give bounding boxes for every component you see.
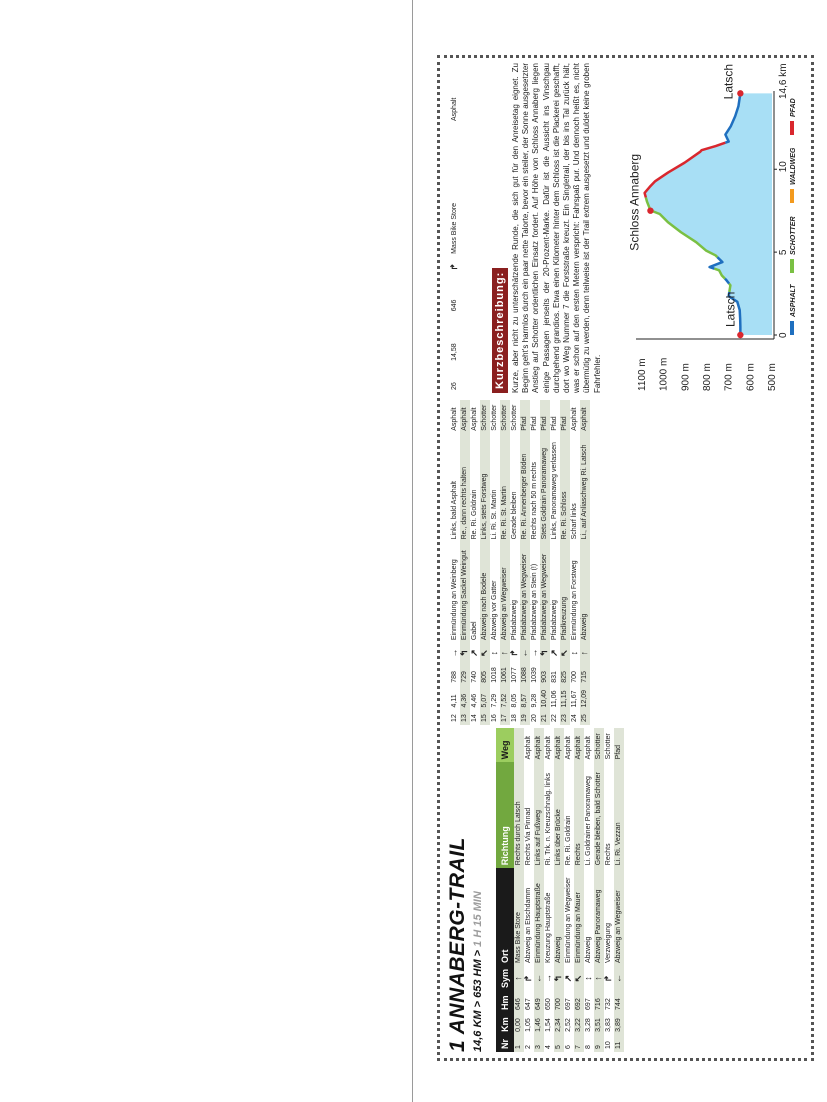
cell-nr: 16 xyxy=(491,714,498,722)
cell-nr: 24 xyxy=(571,714,578,722)
cell-ort: Pfadabzweig xyxy=(511,599,518,641)
legend-swatch-schotter xyxy=(790,259,794,273)
cell-ort: Einmündung Sackel Weingut xyxy=(460,542,470,643)
cell-km: 14,58 xyxy=(451,343,458,361)
table-row xyxy=(530,400,540,725)
direction-arrow-icon: ↱ xyxy=(523,974,533,983)
direction-arrow-icon: ↱ xyxy=(449,263,459,271)
cell-sym xyxy=(580,643,590,663)
cell-weg: Asphalt xyxy=(545,736,552,760)
cell-weg: Asphalt xyxy=(451,97,458,122)
x-tick-label: 5 xyxy=(778,249,789,256)
cell-weg: Schotter xyxy=(594,728,604,762)
cell-nr: 26 xyxy=(451,382,458,390)
legend-label-schotter: SCHOTTER xyxy=(790,216,797,255)
cell-ort: Einmündung an Wegweiser xyxy=(565,877,572,964)
cell-richtung: Links über Brücke xyxy=(554,762,564,868)
cell-weg: Schotter xyxy=(480,400,490,434)
cell-km: 2,34 xyxy=(554,1013,564,1035)
cell-richtung: Rechts durch Latsch xyxy=(514,762,524,868)
table-row xyxy=(604,728,614,1052)
table-row xyxy=(480,400,490,725)
cell-nr: 22 xyxy=(551,714,558,722)
rotated-content xyxy=(440,58,811,1058)
cell-weg: Asphalt xyxy=(571,407,578,431)
y-tick-label: 600 m xyxy=(745,363,757,391)
cell-ort: Abzweig xyxy=(585,936,592,964)
description-text: Kurze, aber nicht zu unterschätzende Runde, die sich gut für den Anreisetag eignet. Zu Beginn geht's harmlos durch ein paar nette Talorte, bevor ein steiler, der Sonne ausgesetzter Anstieg auf Schotter ordentlichen Einsatz fordert. Auf Höhe von Schloss Annaberg liegen einige Passagen jenseits der 20-Prozent-Marke. Dafür ist die Aussicht ins Vinschgau durchgehend grandios. Etwa einen Kilometer hinter dem Schloss ist die Plackerei geschafft, dort wo Weg Nummer 7 die Forststraße kreuzt. Ein Singletrail, der bis ins Tal zurück hält, was er schon auf den ersten Metern verspricht: Fahrspaß pur. Und dennoch heißt es, nicht übermütig zu werden, denn teilweise ist der Trail extrem ausgesetzt und duldet keine groben Fahrfehler. xyxy=(511,63,602,393)
cell-hm: 903 xyxy=(540,663,550,686)
direction-arrow-icon: ↱ xyxy=(509,649,519,657)
cell-richtung: Links, bald Asphalt xyxy=(451,481,458,540)
y-tick-label: 500 m xyxy=(767,363,778,391)
cell-richtung: Rechts xyxy=(574,762,584,868)
cell-nr: 10 xyxy=(605,1041,612,1049)
description-heading: Kurzbeschreibung: xyxy=(492,268,508,393)
profile-area xyxy=(645,93,772,335)
cell-hm: 1077 xyxy=(511,667,518,683)
col-ort: Ort xyxy=(496,868,514,966)
cell-km: 9,28 xyxy=(531,693,538,708)
cell-km: 7,52 xyxy=(500,686,510,711)
table-row xyxy=(450,62,460,393)
cell-hm: 716 xyxy=(594,991,604,1013)
cell-richtung xyxy=(450,124,460,137)
direction-arrow-icon: ← xyxy=(519,648,529,658)
col-sym: Sym xyxy=(496,966,514,991)
cell-richtung: Re. Ri. Annenberger Böden xyxy=(520,434,530,543)
table-row xyxy=(524,728,534,1052)
direction-arrow-icon: ← xyxy=(533,974,543,984)
cell-richtung: Rechts nach 50 m rechts xyxy=(531,461,538,540)
profile-marker xyxy=(647,207,653,213)
cell-weg: Schotter xyxy=(500,400,510,434)
direction-arrow-icon: ↗ xyxy=(469,649,479,657)
cell-nr: 20 xyxy=(531,714,538,722)
waypoint-table-3 xyxy=(450,62,460,393)
cell-ort: Pfadkreuzung xyxy=(560,542,570,643)
cell-km: 3,89 xyxy=(614,1013,624,1035)
cell-km: 3,51 xyxy=(594,1013,604,1035)
table-header-row xyxy=(496,728,514,1052)
cell-nr: 25 xyxy=(580,711,590,726)
trail-stats: 14,6 KM > 653 HM > xyxy=(472,949,484,1052)
table-row xyxy=(450,400,460,725)
cell-hm: 650 xyxy=(545,998,552,1010)
legend-swatch-asphalt xyxy=(790,321,794,335)
cell-hm: 729 xyxy=(460,663,470,686)
cell-km: 4,11 xyxy=(451,694,458,708)
cell-hm: 646 xyxy=(514,991,524,1013)
cell-weg: Pfad xyxy=(540,400,550,434)
cell-km: 2,52 xyxy=(565,1018,572,1032)
cell-weg: Asphalt xyxy=(554,728,564,762)
cell-hm: 697 xyxy=(585,998,592,1010)
cell-richtung: Links, Panoramaweg verlassen xyxy=(551,442,558,540)
y-tick-label: 800 m xyxy=(702,363,713,391)
table-row xyxy=(520,400,530,725)
cell-ort: Pfadabzweig an Wegweiser xyxy=(540,542,550,643)
cell-weg: Asphalt xyxy=(451,407,458,431)
cell-km: 11,67 xyxy=(571,690,578,708)
cell-richtung: Re., dann rechts halten xyxy=(460,434,470,543)
cell-weg: Pfad xyxy=(531,416,538,431)
direction-arrow-icon: ↕ xyxy=(489,650,499,656)
cell-nr: 8 xyxy=(585,1045,592,1049)
cell-hm: 715 xyxy=(580,663,590,686)
cell-richtung: Ri. Trk. n. Kreuzschnalg. links xyxy=(545,773,552,866)
cell-weg: Schotter xyxy=(511,404,518,431)
table-row xyxy=(544,728,554,1052)
cell-km: 1,46 xyxy=(534,1013,544,1035)
cell-hm: 1061 xyxy=(500,663,510,686)
cell-hm: 805 xyxy=(480,663,490,686)
cell-weg: Asphalt xyxy=(525,736,532,760)
table-row xyxy=(584,728,594,1052)
cell-nr: 23 xyxy=(560,711,570,726)
table-row xyxy=(574,728,584,1052)
cell-hm: 700 xyxy=(571,671,578,683)
cell-ort: Abzweig nach Bodele xyxy=(480,542,490,643)
col-weg: Weg xyxy=(496,728,514,762)
cell-weg: Asphalt xyxy=(580,400,590,434)
cell-hm: 740 xyxy=(471,671,478,683)
cell-hm: 744 xyxy=(614,991,624,1013)
cell-km: 10,40 xyxy=(540,686,550,711)
table-row xyxy=(534,728,544,1052)
cell-nr: 2 xyxy=(525,1045,532,1049)
description-block xyxy=(490,63,603,393)
cell-nr: 13 xyxy=(460,711,470,726)
table-row xyxy=(580,400,590,725)
cell-nr: 14 xyxy=(471,714,478,722)
table-row xyxy=(510,400,520,725)
cell-richtung: Li. Goldrainer Panoramaweg xyxy=(585,776,592,866)
col-km: Km xyxy=(496,1013,514,1035)
cell-hm: 825 xyxy=(560,663,570,686)
direction-arrow-icon: ↑ xyxy=(513,976,523,981)
cell-ort: Einmündung an Mauer xyxy=(574,868,584,966)
cell-ort: Einmündung Hauptstraße xyxy=(534,868,544,966)
table-row xyxy=(460,400,470,725)
cell-ort: Pfadabzweig xyxy=(551,599,558,641)
waypoint-rows-3 xyxy=(450,62,460,393)
cell-richtung: Gerade bleiben, bald Schotter xyxy=(594,762,604,868)
cell-hm: 692 xyxy=(574,991,584,1013)
cell-sym xyxy=(450,257,460,277)
waypoint-table-1 xyxy=(496,728,624,1052)
cell-richtung: Re. Ri. Goldrain xyxy=(471,489,478,540)
cell-richtung: Links, stets Forstweg xyxy=(480,434,490,543)
annotation-peak: Schloss Annaberg xyxy=(627,153,642,251)
cell-km: 3,22 xyxy=(574,1013,584,1035)
cell-richtung: Stets Goldrain Panoramaweg xyxy=(540,434,550,543)
title-block xyxy=(446,732,490,1052)
table-row xyxy=(470,400,480,725)
cell-km: 11,06 xyxy=(551,690,558,708)
cell-nr: 15 xyxy=(480,711,490,726)
direction-arrow-icon: ↗ xyxy=(549,649,559,657)
cell-weg: Asphalt xyxy=(534,728,544,762)
cell-hm: 647 xyxy=(525,998,532,1010)
cell-weg: Pfad xyxy=(614,728,624,762)
cell-ort: Abzweig vor Gatter xyxy=(491,580,498,641)
cell-hm: 700 xyxy=(554,991,564,1013)
cell-sym xyxy=(614,966,624,991)
x-tick-label: 10 xyxy=(778,161,789,173)
y-tick-label: 1000 m xyxy=(658,357,670,391)
table-row xyxy=(514,728,524,1052)
table-row xyxy=(570,400,580,725)
x-axis-end-label: 14,6 km xyxy=(778,63,789,99)
direction-arrow-icon: ↕ xyxy=(583,976,593,981)
cell-nr: 19 xyxy=(520,711,530,726)
cell-ort: Abzweig an Etschdamm xyxy=(525,887,532,964)
y-tick-label: 1100 m xyxy=(637,358,648,391)
cell-richtung: Scharf links xyxy=(571,503,578,540)
cell-richtung: Re. Ri. St. Martin xyxy=(500,434,510,543)
cell-richtung: Gerade bleiben xyxy=(511,491,518,540)
cell-richtung: Li., auf Anliaschweg Ri. Latsch xyxy=(580,434,590,543)
cell-nr: 3 xyxy=(534,1035,544,1052)
table-row xyxy=(564,728,574,1052)
trail-duration: 1 H 15 MIN xyxy=(472,891,484,947)
y-tick-label: 700 m xyxy=(723,363,735,391)
direction-arrow-icon: ↖ xyxy=(573,974,583,983)
cell-nr: 7 xyxy=(574,1035,584,1052)
cell-hm: 1088 xyxy=(520,663,530,686)
cell-hm: 697 xyxy=(565,998,572,1010)
legend-label-pfad: PFAD xyxy=(790,98,797,117)
legend-swatch-pfad xyxy=(790,121,794,135)
cell-richtung: Re. Ri. Goldrain xyxy=(565,815,572,866)
cell-km: 3,28 xyxy=(585,1018,592,1032)
cell-km: 3,83 xyxy=(605,1018,612,1032)
annotation-start: Latsch xyxy=(723,291,738,327)
direction-arrow-icon: ↖ xyxy=(559,649,569,657)
table-row xyxy=(554,728,564,1052)
cell-ort: Abzweig Panoramaweg xyxy=(594,868,604,966)
cell-ort: Abzweig an Wegweiser xyxy=(614,868,624,966)
legend-label-asphalt: ASPHALT xyxy=(790,284,797,317)
trail-card xyxy=(437,55,814,1061)
cell-nr: 12 xyxy=(451,714,458,722)
direction-arrow-icon: → xyxy=(449,648,459,658)
cell-weg: Asphalt xyxy=(585,736,592,760)
cell-richtung: Rechts xyxy=(605,843,612,866)
cell-ort: Einmündung an Forstweg xyxy=(571,560,578,641)
cell-weg: Pfad xyxy=(560,400,570,434)
cell-weg: Asphalt xyxy=(574,728,584,762)
cell-weg xyxy=(514,728,524,762)
profile-marker xyxy=(737,90,743,96)
col-nr: Nr xyxy=(496,1035,514,1052)
cell-km: 4,46 xyxy=(471,693,478,708)
table-row xyxy=(594,728,604,1052)
cell-ort: Mass Bike Store xyxy=(451,202,458,254)
cell-hm: 788 xyxy=(451,671,458,683)
direction-arrow-icon: ↰ xyxy=(539,649,549,657)
cell-ort: Mass Bike Store xyxy=(514,868,524,966)
cell-hm: 646 xyxy=(451,299,458,312)
cell-weg: Asphalt xyxy=(565,736,572,760)
waypoint-rows-2 xyxy=(450,400,590,725)
direction-arrow-icon: ↑ xyxy=(579,650,589,656)
cell-nr: 6 xyxy=(565,1045,572,1049)
cell-richtung: Li. Ri. St. Martin xyxy=(491,489,498,540)
cell-richtung: Li. Ri. Vezzan xyxy=(614,762,624,868)
direction-arrow-icon: ↑ xyxy=(499,650,509,656)
cell-weg: Schotter xyxy=(605,733,612,760)
cell-ort: Abzweig xyxy=(554,868,564,966)
y-tick-label: 900 m xyxy=(680,363,692,391)
direction-arrow-icon: ↖ xyxy=(479,649,489,657)
cell-km: 1,05 xyxy=(525,1018,532,1032)
cell-richtung: Links auf Fußweg xyxy=(534,762,544,868)
cell-km: 4,36 xyxy=(460,686,470,711)
table-row xyxy=(540,400,550,725)
waypoint-rows-1 xyxy=(514,728,624,1052)
table-row xyxy=(490,400,500,725)
cell-richtung: Rechts Via Pinnad xyxy=(525,807,532,866)
cell-ort: Kreuzung Hauptstraße xyxy=(545,892,552,964)
cell-nr: 4 xyxy=(545,1045,552,1049)
cell-nr: 17 xyxy=(500,711,510,726)
direction-arrow-icon: ← xyxy=(613,974,623,984)
col-richtung: Richtung xyxy=(496,762,514,868)
annotation-end: Latsch xyxy=(721,63,736,100)
cell-km: 8,05 xyxy=(511,693,518,708)
direction-arrow-icon: ↱ xyxy=(603,974,613,983)
table-row xyxy=(560,400,570,725)
legend-swatch-waldweg xyxy=(790,189,794,203)
cell-hm: 732 xyxy=(605,998,612,1010)
direction-arrow-icon: ↰ xyxy=(553,974,563,983)
cell-nr: 21 xyxy=(540,711,550,726)
cell-weg: Pfad xyxy=(520,400,530,434)
cell-nr: 11 xyxy=(614,1035,624,1052)
table-row xyxy=(550,400,560,725)
trail-subtitle xyxy=(472,732,484,1052)
cell-nr: 18 xyxy=(511,714,518,722)
cell-ort: Gabel xyxy=(471,621,478,641)
waypoint-table-2 xyxy=(450,400,590,725)
direction-arrow-icon: ↗ xyxy=(563,974,573,983)
cell-ort: Verzweigung xyxy=(605,922,612,964)
cell-weg: Schotter xyxy=(491,404,498,431)
cell-km: 5,07 xyxy=(480,686,490,711)
direction-arrow-icon: ↕ xyxy=(569,650,579,656)
cell-hm: 1018 xyxy=(491,667,498,683)
legend-label-waldweg: WALDWEG xyxy=(790,147,797,185)
direction-arrow-icon: ↰ xyxy=(459,649,469,657)
cell-km: 12,09 xyxy=(580,686,590,711)
cell-hm: 831 xyxy=(551,671,558,683)
cell-ort: Pfadabzweig an Wegweiser xyxy=(520,542,530,643)
cell-weg: Asphalt xyxy=(460,400,470,434)
cell-richtung: Re. Ri. Schloss xyxy=(560,434,570,543)
profile-marker xyxy=(737,332,743,338)
elevation-profile-chart xyxy=(612,61,804,393)
cell-weg: Asphalt xyxy=(471,407,478,431)
trail-title: 1 ANNABERG-TRAIL xyxy=(446,837,469,1052)
direction-arrow-icon: ↑ xyxy=(593,976,603,981)
cell-km: 8,57 xyxy=(520,686,530,711)
cell-nr: 1 xyxy=(514,1035,524,1052)
col-hm: Hm xyxy=(496,991,514,1013)
direction-arrow-icon: → xyxy=(543,974,553,984)
cell-hm: 1039 xyxy=(531,667,538,683)
cell-nr: 5 xyxy=(554,1035,564,1052)
cell-ort: Abzweig an Wegweiser xyxy=(500,542,510,643)
cell-ort: Einmündung an Weinberg xyxy=(451,559,458,641)
cell-ort: Abzweig xyxy=(580,542,590,643)
cell-ort: Pfadabzweig an Stein (!) xyxy=(531,563,538,641)
cell-nr: 9 xyxy=(594,1035,604,1052)
cell-km: 7,29 xyxy=(491,693,498,708)
table-row xyxy=(614,728,624,1052)
table-row xyxy=(500,400,510,725)
cell-km: 1,54 xyxy=(545,1018,552,1032)
x-tick-label: 0 xyxy=(778,332,789,338)
cell-km: 11,15 xyxy=(560,686,570,711)
cell-km: 0,00 xyxy=(514,1013,524,1035)
direction-arrow-icon: → xyxy=(529,648,539,658)
page-gutter-line xyxy=(412,0,413,1102)
cell-hm: 649 xyxy=(534,991,544,1013)
cell-weg: Pfad xyxy=(551,416,558,431)
